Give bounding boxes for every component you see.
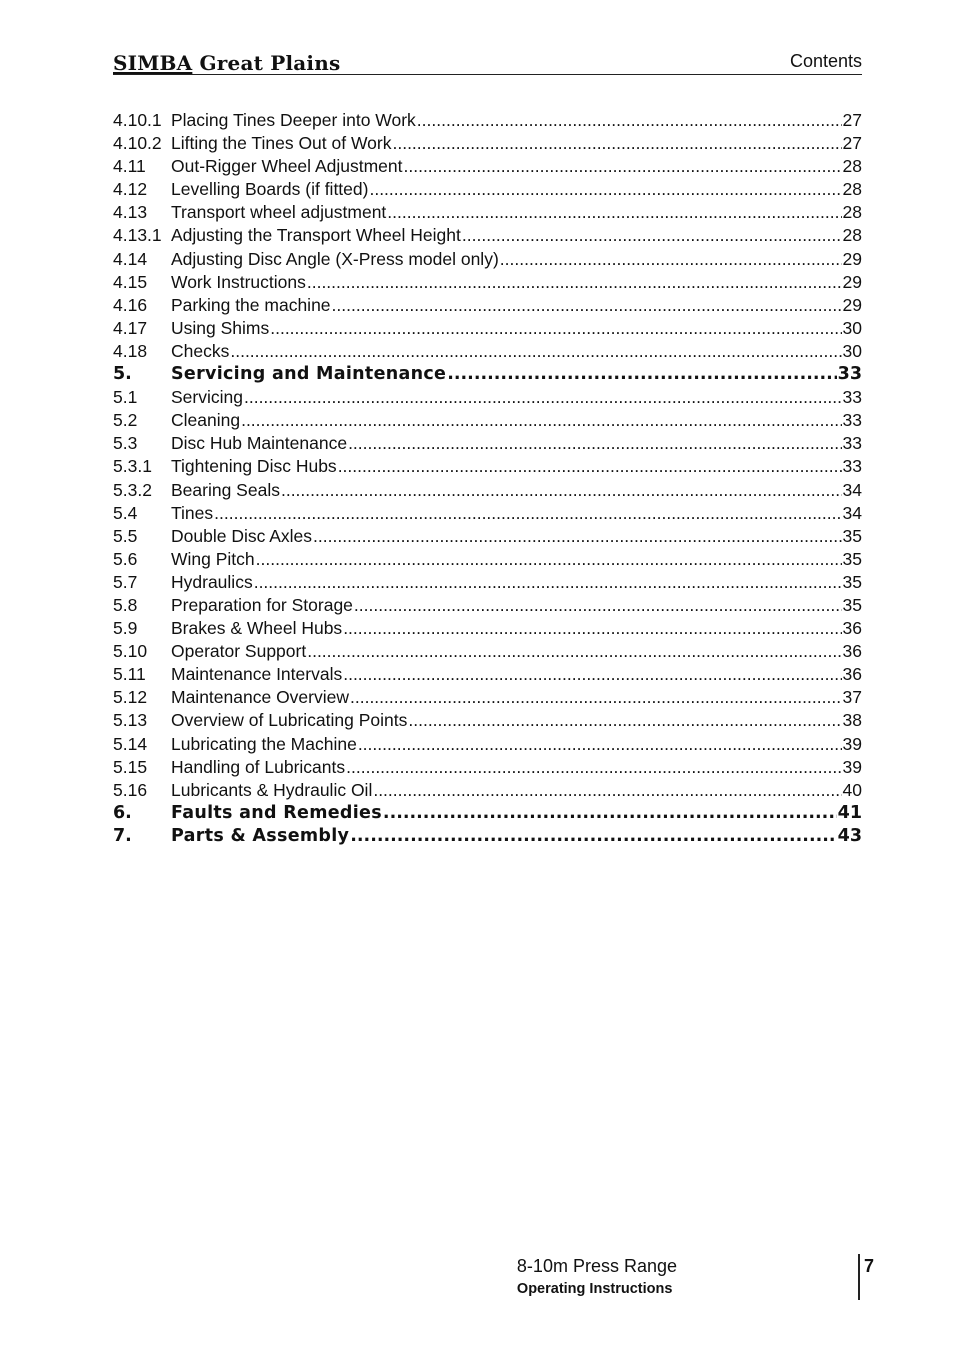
page-number: 7 <box>864 1256 875 1276</box>
toc-entry-title: Levelling Boards (if fitted) <box>171 179 369 200</box>
toc-entry-title: Parts & Assembly <box>171 825 350 846</box>
toc-entry[interactable] <box>113 686 862 709</box>
toc-dot-leader <box>256 548 842 571</box>
toc-entry-page: 29 <box>842 271 862 292</box>
toc-entry[interactable] <box>113 663 862 686</box>
toc-entry-number: 5. <box>113 364 132 385</box>
footer-product-range: 8-10m Press Range <box>516 1256 677 1276</box>
toc-entry[interactable] <box>113 409 862 432</box>
toc-dot-leader <box>313 525 841 548</box>
toc-entry-page: 34 <box>842 502 862 523</box>
toc-entry-page: 28 <box>842 225 862 246</box>
toc-entry-title: Overview of Lubricating Points <box>171 710 408 731</box>
toc-entry-title: Brakes & Wheel Hubs <box>171 618 343 639</box>
toc-entry-number: 4.11 <box>113 156 146 177</box>
toc-entry-number: 5.3.1 <box>113 456 152 477</box>
toc-entry[interactable] <box>113 756 862 779</box>
toc-entry-title: Parking the machine <box>171 294 331 315</box>
toc-entry-title: Faults and Remedies <box>171 802 382 823</box>
toc-dot-leader <box>408 709 841 732</box>
toc-entry-title: Work Instructions <box>171 271 306 292</box>
toc-entry[interactable] <box>113 571 862 594</box>
toc-entry-title: Bearing Seals <box>171 479 280 500</box>
toc-entry-number: 5.3.2 <box>113 479 152 500</box>
toc-entry[interactable] <box>113 709 862 732</box>
toc-entry-title: Wing Pitch <box>171 548 255 569</box>
toc-dot-leader <box>254 571 842 594</box>
toc-dot-leader <box>343 663 841 686</box>
toc-entry-title: Lubricating the Machine <box>171 733 357 754</box>
toc-entry[interactable] <box>113 825 862 848</box>
toc-entry-number: 7. <box>113 825 132 846</box>
toc-entry-page: 36 <box>842 618 862 639</box>
toc-entry-title: Adjusting the Transport Wheel Height <box>171 225 461 246</box>
toc-entry[interactable] <box>113 733 862 756</box>
toc-entry[interactable] <box>113 802 862 825</box>
toc-dot-leader <box>281 479 842 502</box>
toc-dot-leader <box>354 594 842 617</box>
toc-entry-title: Operator Support <box>171 641 307 662</box>
toc-entry-number: 4.17 <box>113 317 148 338</box>
toc-entry-page: 35 <box>842 525 862 546</box>
toc-entry-number: 4.10.1 <box>113 110 162 130</box>
toc-entry-title: Out-Rigger Wheel Adjustment <box>171 156 403 177</box>
toc-dot-leader <box>417 109 842 132</box>
toc-entry[interactable] <box>113 132 862 155</box>
toc-entry-page: 38 <box>842 710 862 731</box>
toc-entry-number: 5.10 <box>113 641 148 662</box>
toc-dot-leader <box>447 363 836 386</box>
toc-entry-title: Checks <box>171 340 230 361</box>
toc-entry-number: 5.16 <box>113 779 148 800</box>
toc-dot-leader <box>383 802 837 825</box>
toc-dot-leader <box>230 340 841 363</box>
toc-entry[interactable] <box>113 109 862 132</box>
toc-dot-leader <box>307 271 842 294</box>
toc-dot-leader <box>462 224 842 247</box>
toc-entry-title: Maintenance Intervals <box>171 664 343 685</box>
toc-entry-number: 4.16 <box>113 294 148 315</box>
toc-entry-page: 34 <box>842 479 862 500</box>
toc-entry-number: 5.2 <box>113 410 138 431</box>
toc-entry-page: 35 <box>842 548 862 569</box>
toc-entry[interactable] <box>113 455 862 478</box>
toc-entry-page: 33 <box>842 456 862 477</box>
toc-entry[interactable] <box>113 224 862 247</box>
toc-entry-title: Tines <box>171 502 214 523</box>
toc-entry-title: Servicing <box>171 387 243 408</box>
toc-dot-leader <box>332 294 842 317</box>
toc-dot-leader <box>358 733 842 756</box>
toc-entry[interactable] <box>113 432 862 455</box>
toc-entry-page: 41 <box>837 802 862 823</box>
toc-entry-number: 5.6 <box>113 548 138 569</box>
toc-entry-page: 28 <box>842 156 862 177</box>
footer-text <box>517 1254 677 1300</box>
toc-entry-number: 4.18 <box>113 340 148 361</box>
toc-entry-number: 4.14 <box>113 248 148 269</box>
toc-entry-title: Servicing and Maintenance <box>171 364 447 385</box>
toc-dot-leader <box>387 201 841 224</box>
toc-entry-number: 5.14 <box>113 733 148 754</box>
toc-entry-number: 5.1 <box>113 387 138 408</box>
toc-entry-page: 29 <box>842 294 862 315</box>
toc-entry-page: 35 <box>842 594 862 615</box>
toc-entry[interactable] <box>113 294 862 317</box>
toc-entry-title: Double Disc Axles <box>171 525 313 546</box>
toc-entry-page: 36 <box>842 641 862 662</box>
page-header <box>113 50 862 75</box>
toc-entry[interactable] <box>113 363 862 386</box>
section-title: Contents <box>789 51 862 71</box>
toc-dot-leader <box>369 178 841 201</box>
toc-entry-title: Lubricants & Hydraulic Oil <box>171 779 373 800</box>
toc-dot-leader <box>350 825 836 848</box>
toc-entry-number: 5.12 <box>113 687 148 708</box>
toc-entry-page: 33 <box>837 364 862 385</box>
toc-entry-number: 5.8 <box>113 594 138 615</box>
toc-entry-number: 4.13 <box>113 202 148 223</box>
toc-entry-title: Using Shims <box>171 317 270 338</box>
toc-entry-page: 36 <box>842 664 862 685</box>
toc-entry-page: 33 <box>842 433 862 454</box>
toc-entry-number: 4.15 <box>113 271 148 292</box>
toc-entry-title: Maintenance Overview <box>171 687 349 708</box>
toc-entry[interactable] <box>113 340 862 363</box>
toc-entry-page: 29 <box>842 248 862 269</box>
toc-entry[interactable] <box>113 525 862 548</box>
table-of-contents <box>113 109 862 848</box>
toc-entry-number: 5.9 <box>113 618 138 639</box>
toc-dot-leader <box>244 386 842 409</box>
toc-entry[interactable] <box>113 617 862 640</box>
toc-dot-leader <box>338 455 842 478</box>
toc-entry-title: Cleaning <box>171 410 241 431</box>
brand-great-plains: Great Plains <box>199 51 341 75</box>
brand-logo <box>113 51 340 75</box>
toc-dot-leader <box>373 779 841 802</box>
toc-entry[interactable] <box>113 317 862 340</box>
toc-entry-page: 30 <box>842 317 862 338</box>
toc-entry-title: Disc Hub Maintenance <box>171 433 348 454</box>
toc-entry-page: 27 <box>842 133 862 154</box>
toc-entry-number: 4.12 <box>113 179 148 200</box>
toc-dot-leader <box>307 640 841 663</box>
toc-dot-leader <box>270 317 841 340</box>
toc-dot-leader <box>241 409 841 432</box>
toc-dot-leader <box>392 132 841 155</box>
toc-entry[interactable] <box>113 640 862 663</box>
toc-entry-page: 37 <box>842 687 862 708</box>
toc-entry-number: 6. <box>113 802 132 823</box>
toc-entry-title: Adjusting Disc Angle (X-Press model only) <box>171 248 499 269</box>
toc-entry-page: 28 <box>842 179 862 200</box>
toc-entry-title: Tightening Disc Hubs <box>171 456 337 477</box>
footer-subtitle: Operating Instructions <box>516 1281 673 1297</box>
toc-entry[interactable] <box>113 386 862 409</box>
toc-entry[interactable] <box>113 779 862 802</box>
toc-entry[interactable] <box>113 548 862 571</box>
toc-entry-number: 5.7 <box>113 571 138 592</box>
brand-simba: SIMBA <box>113 51 193 75</box>
toc-entry-number: 5.4 <box>113 502 138 523</box>
toc-dot-leader <box>214 502 841 525</box>
toc-entry-title: Transport wheel adjustment <box>171 202 387 223</box>
toc-entry-page: 33 <box>842 387 862 408</box>
toc-entry-page: 27 <box>842 110 862 130</box>
toc-entry[interactable] <box>113 271 862 294</box>
toc-entry-number: 5.5 <box>113 525 138 546</box>
toc-dot-leader <box>500 248 842 271</box>
toc-dot-leader <box>350 686 842 709</box>
toc-entry-page: 39 <box>842 756 862 777</box>
toc-entry-number: 5.3 <box>113 433 138 454</box>
toc-entry-page: 30 <box>842 340 862 361</box>
toc-entry[interactable] <box>113 594 862 617</box>
toc-entry-title: Handling of Lubricants <box>171 756 346 777</box>
toc-entry-title: Hydraulics <box>171 571 253 592</box>
toc-entry-number: 5.11 <box>113 664 146 685</box>
toc-entry-title: Lifting the Tines Out of Work <box>171 133 392 154</box>
toc-entry-page: 39 <box>842 733 862 754</box>
toc-entry-page: 33 <box>842 410 862 431</box>
toc-entry-page: 28 <box>842 202 862 223</box>
toc-entry[interactable] <box>113 248 862 271</box>
toc-entry-number: 5.13 <box>113 710 148 731</box>
toc-entry-page: 43 <box>837 825 862 846</box>
toc-entry-title: Placing Tines Deeper into Work <box>171 110 416 130</box>
toc-entry[interactable] <box>113 201 862 224</box>
toc-entry-number: 5.15 <box>113 756 148 777</box>
toc-entry-number: 4.13.1 <box>113 225 162 246</box>
toc-entry-number: 4.10.2 <box>113 133 162 154</box>
toc-entry-page: 40 <box>842 779 862 800</box>
toc-dot-leader <box>348 432 841 455</box>
toc-dot-leader <box>343 617 841 640</box>
toc-dot-leader <box>404 155 842 178</box>
footer-divider <box>858 1254 860 1300</box>
toc-entry-title: Preparation for Storage <box>171 594 353 615</box>
toc-entry[interactable] <box>113 479 862 502</box>
toc-entry[interactable] <box>113 155 862 178</box>
toc-entry[interactable] <box>113 502 862 525</box>
toc-entry[interactable] <box>113 178 862 201</box>
toc-dot-leader <box>346 756 841 779</box>
toc-entry-page: 35 <box>842 571 862 592</box>
